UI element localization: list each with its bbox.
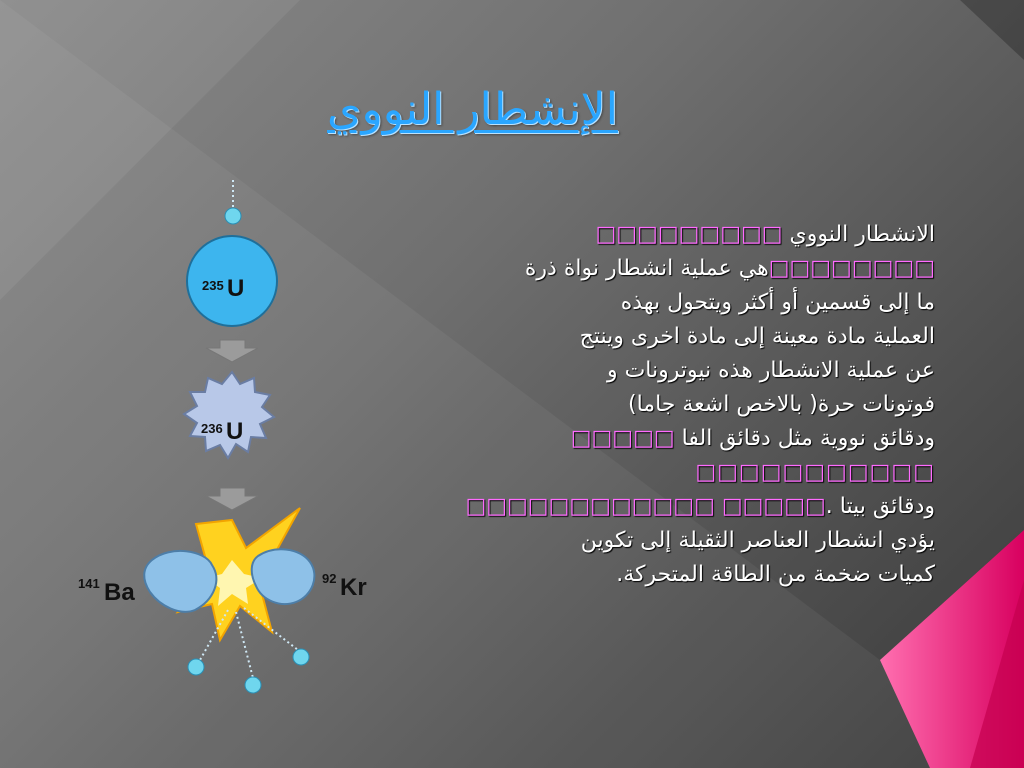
slide-title: الإنشطار النووي [327,84,618,135]
text-line [400,354,935,388]
text-line [400,490,935,524]
ba-mass: 141 [78,576,100,591]
ba-symbol: Ba [104,579,135,606]
body-text [400,218,935,592]
text-line [400,388,935,422]
u235-mass: 235 [202,278,224,293]
line-text: كميات ضخمة من الطاقة المتحركة. [616,562,935,587]
u236-symbol: U [226,418,244,445]
arrow-down-icon [206,488,258,510]
line-text: ما إلى قسمين أو أكثر ويتحول بهذه [620,290,935,315]
emitted-neutron [245,677,261,693]
text-line [400,218,935,252]
missing-glyph-boxes: □□□□□□□□□□□ [695,460,935,485]
emitted-neutron [188,659,204,675]
fission-diagram [0,0,400,768]
line-text: يؤدي انشطار العناصر الثقيلة إلى تكوين [580,528,935,553]
text-line [400,456,935,490]
u235-symbol: U [227,275,245,302]
u236-mass: 236 [201,421,223,436]
kr-symbol: Kr [340,574,367,601]
text-line [400,320,935,354]
text-line [400,286,935,320]
u236-nucleus [184,372,274,458]
missing-glyph-boxes: □□□□□ □□□□□□□□□□□□ [465,494,826,519]
emitted-neutron [293,649,309,665]
line-text: فوتونات حرة( بالاخص اشعة جاما) [628,392,935,417]
text-line [400,252,935,286]
line-text: ودقائق نووية مثل دقائق الفا [674,426,935,451]
kr-mass: 92 [322,571,337,586]
text-line [400,558,935,592]
line-text: ودقائق بيتا . [825,494,935,519]
text-line [400,422,935,456]
corner-shade-top-right [960,0,1024,60]
arrow-down-icon [206,340,258,362]
barium-fragment [144,551,216,612]
neutron-trail [236,612,253,678]
text-line [400,524,935,558]
line-text: عن عملية الانشطار هذه نيوترونات و [606,358,935,383]
missing-glyph-boxes: □□□□□□□□□ [595,222,783,247]
line-text: العملية مادة معينة إلى مادة اخرى وينتج [579,324,935,349]
missing-glyph-boxes: □□□□□□□□ [768,256,935,281]
incoming-neutron [225,208,241,224]
missing-glyph-boxes: □□□□□ [570,426,675,451]
line-text: هي عملية انشطار نواة ذرة [524,256,769,281]
line-text: الانشطار النووي [782,222,935,247]
